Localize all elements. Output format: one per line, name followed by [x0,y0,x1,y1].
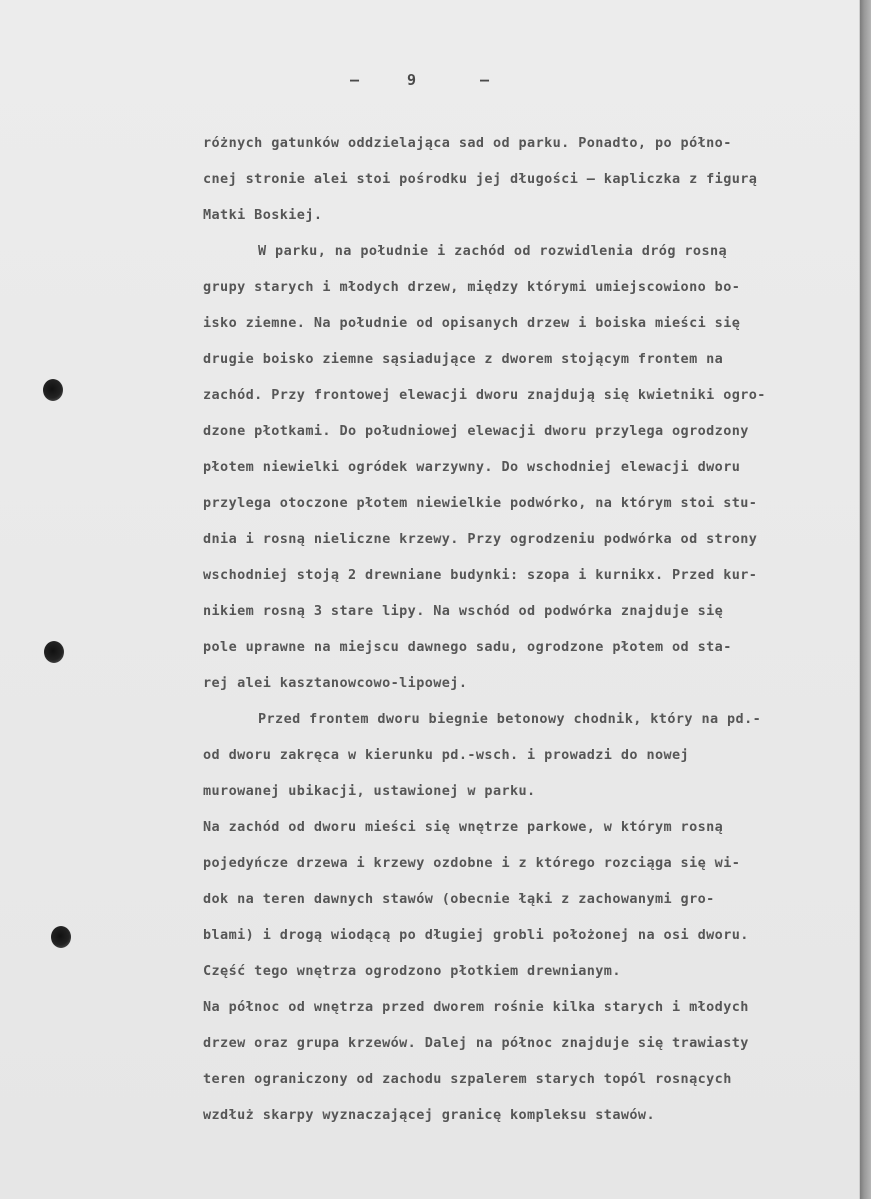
text-line: dok na teren dawnych stawów (obecnie łąki z zachowanymi gro- [203,891,715,907]
text-line: W parku, na południe i zachód od rozwidlenia dróg rosną [258,243,728,259]
text-line: wschodniej stoją 2 drewniane budynki: szopa i kurnikx. Przed kur- [203,567,758,583]
punch-hole [44,641,64,663]
punch-hole [43,379,63,401]
text-line: rej alei kasztanowcowo-lipowej. [203,675,468,691]
text-line: przylega otoczone płotem niewielkie podwórko, na którym stoi stu- [203,495,758,511]
text-line: pole uprawne na miejscu dawnego sadu, ogrodzone płotem od sta- [203,639,732,655]
text-line: Matki Boskiej. [203,207,323,223]
page-number-dash-right: – [480,71,491,89]
text-line: Na północ od wnętrza przed dworem rośnie kilka starych i młodych [203,999,749,1015]
text-line: cnej stronie alei stoi pośrodku jej długości – kapliczka z figurą [203,171,758,187]
text-line: Na zachód od dworu mieści się wnętrze parkowe, w którym rosną [203,819,724,835]
text-line: zachód. Przy frontowej elewacji dworu znajdują się kwietniki ogro- [203,387,766,403]
text-line: murowanej ubikacji, ustawionej w parku. [203,783,536,799]
text-line: blami) i drogą wiodącą po długiej grobli położonej na osi dworu. [203,927,749,943]
text-line: isko ziemne. Na południe od opisanych drzew i boiska mieści się [203,315,741,331]
text-line: Przed frontem dworu biegnie betonowy chodnik, który na pd.- [258,711,762,727]
text-line: wzdłuż skarpy wyznaczającej granicę kompleksu stawów. [203,1107,655,1123]
text-line: grupy starych i młodych drzew, między którymi umiejscowiono bo- [203,279,741,295]
text-line: drugie boisko ziemne sąsiadujące z dworem stojącym frontem na [203,351,724,367]
punch-hole [51,926,71,948]
text-line: dzone płotkami. Do południowej elewacji dworu przylega ogrodzony [203,423,749,439]
page-number-dash-left: – [350,71,361,89]
scan-edge [860,0,871,1199]
text-line: pojedyńcze drzewa i krzewy ozdobne i z którego rozciąga się wi- [203,855,741,871]
text-line: Część tego wnętrza ogrodzono płotkiem drewnianym. [203,963,621,979]
text-line: drzew oraz grupa krzewów. Dalej na północ znajduje się trawiasty [203,1035,749,1051]
text-line: nikiem rosną 3 stare lipy. Na wschód od podwórka znajduje się [203,603,724,619]
text-line: płotem niewielki ogródek warzywny. Do wschodniej elewacji dworu [203,459,741,475]
text-line: różnych gatunków oddzielająca sad od parku. Ponadto, po półno- [203,135,732,151]
text-line: dnia i rosną nieliczne krzewy. Przy ogrodzeniu podwórka od strony [203,531,758,547]
text-line: teren ograniczony od zachodu szpalerem starych topól rosnących [203,1071,732,1087]
page-number-value: 9 [407,71,418,89]
text-line: od dworu zakręca w kierunku pd.-wsch. i prowadzi do nowej [203,747,690,763]
